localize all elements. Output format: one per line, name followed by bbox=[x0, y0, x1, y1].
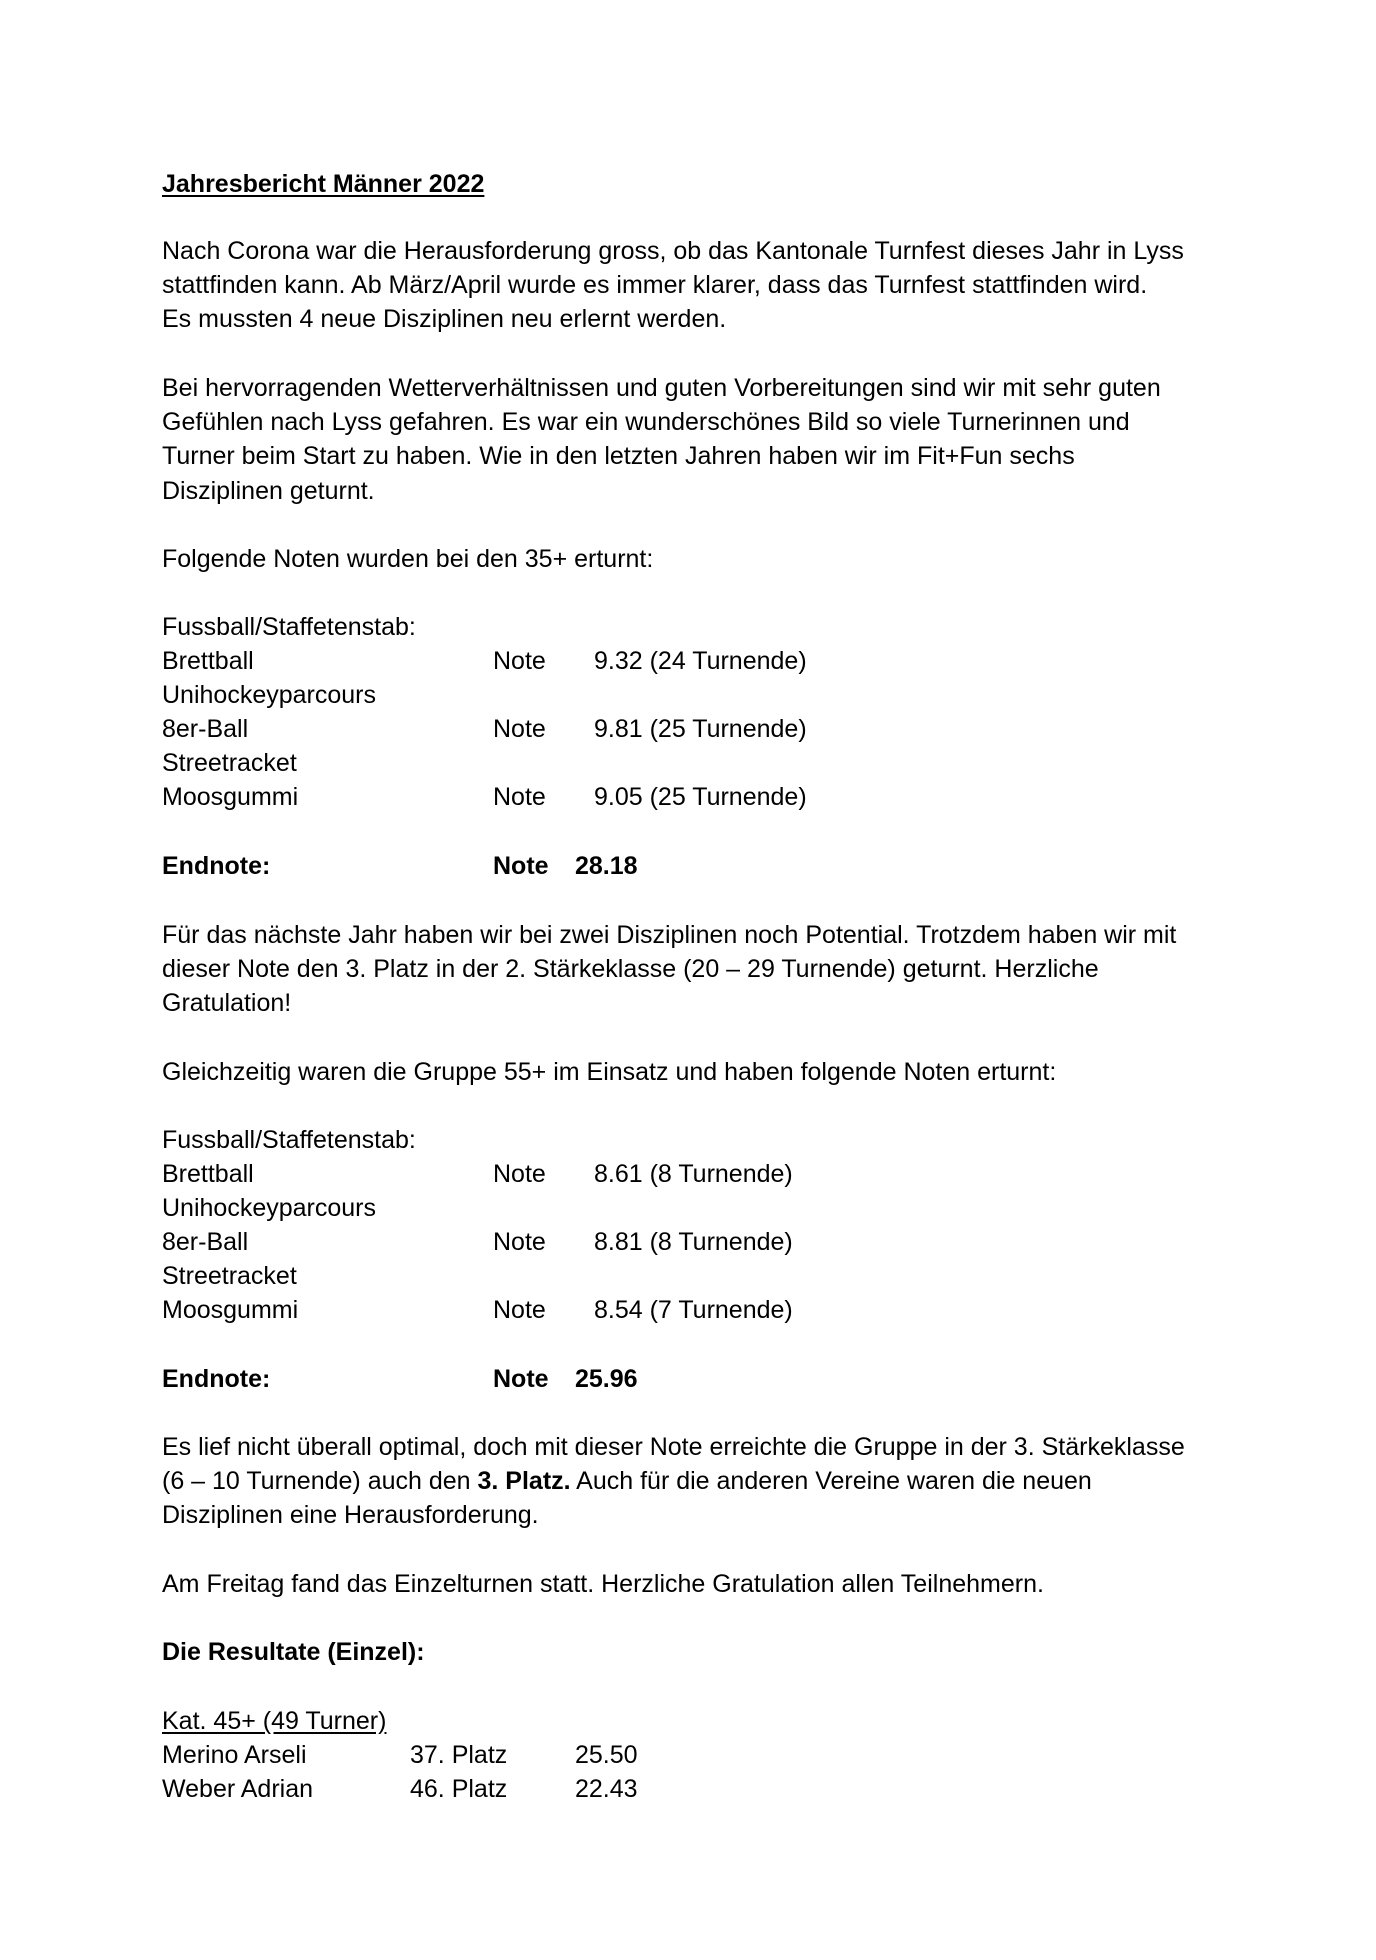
document-title: Jahresbericht Männer 2022 bbox=[162, 170, 485, 198]
athlete-place: 46. Platz bbox=[410, 1775, 508, 1803]
endnote-note-label: Note bbox=[493, 852, 549, 880]
note-label: Note bbox=[493, 1296, 546, 1324]
conditions-line-4: Disziplinen geturnt. bbox=[162, 477, 375, 505]
discipline-name: Fussball/Staffetenstab: bbox=[162, 613, 416, 641]
note-value: 8.54 (7 Turnende) bbox=[594, 1296, 793, 1324]
note-label: Note bbox=[493, 715, 546, 743]
group35-summary-line-2: dieser Note den 3. Platz in der 2. Stärkeklasse (20 – 29 Turnende) geturnt. Herzliche bbox=[162, 955, 1099, 983]
results-heading: Die Resultate (Einzel): bbox=[162, 1638, 425, 1666]
conditions-line-2: Gefühlen nach Lyss gefahren. Es war ein wunderschönes Bild so viele Turnerinnen und bbox=[162, 408, 1130, 436]
discipline-name: Streetracket bbox=[162, 1262, 297, 1290]
athlete-name: Weber Adrian bbox=[162, 1775, 314, 1803]
conditions-line-3: Turner beim Start zu haben. Wie in den letzten Jahren haben wir im Fit+Fun sechs bbox=[162, 442, 1075, 470]
discipline-name: Unihockeyparcours bbox=[162, 681, 376, 709]
intro-line-3: Es mussten 4 neue Disziplinen neu erlernt werden. bbox=[162, 305, 727, 333]
note-label: Note bbox=[493, 1228, 546, 1256]
discipline-name: 8er-Ball bbox=[162, 1228, 249, 1256]
athlete-score: 22.43 bbox=[575, 1775, 638, 1803]
note-value: 9.05 (25 Turnende) bbox=[594, 783, 807, 811]
discipline-name: Brettball bbox=[162, 1160, 254, 1188]
discipline-name: Fussball/Staffetenstab: bbox=[162, 1126, 416, 1154]
endnote-value: 28.18 bbox=[575, 852, 638, 880]
endnote-label: Endnote: bbox=[162, 852, 271, 880]
athlete-name: Merino Arseli bbox=[162, 1741, 307, 1769]
group55-intro: Gleichzeitig waren die Gruppe 55+ im Einsatz und haben folgende Noten erturnt: bbox=[162, 1058, 1057, 1086]
group35-summary-line-3: Gratulation! bbox=[162, 989, 292, 1017]
discipline-name: Brettball bbox=[162, 647, 254, 675]
discipline-name: Streetracket bbox=[162, 749, 297, 777]
athlete-score: 25.50 bbox=[575, 1741, 638, 1769]
group35-summary-line-1: Für das nächste Jahr haben wir bei zwei Disziplinen noch Potential. Trotzdem haben wir mit bbox=[162, 921, 1177, 949]
friday-text: Am Freitag fand das Einzelturnen statt. Herzliche Gratulation allen Teilnehmern. bbox=[162, 1570, 1044, 1598]
athlete-place: 37. Platz bbox=[410, 1741, 508, 1769]
group55-summary-line-2 bbox=[162, 1464, 1092, 1498]
group55-summary-line-1: Es lief nicht überall optimal, doch mit dieser Note erreichte die Gruppe in der 3. Stärkeklasse bbox=[162, 1433, 1185, 1461]
note-value: 9.81 (25 Turnende) bbox=[594, 715, 807, 743]
discipline-name: 8er-Ball bbox=[162, 715, 249, 743]
note-label: Note bbox=[493, 1160, 546, 1188]
note-value: 8.61 (8 Turnende) bbox=[594, 1160, 793, 1188]
discipline-name: Unihockeyparcours bbox=[162, 1194, 376, 1222]
note-label: Note bbox=[493, 783, 546, 811]
endnote-label: Endnote: bbox=[162, 1365, 271, 1393]
note-value: 8.81 (8 Turnende) bbox=[594, 1228, 793, 1256]
group55-summary-line-3: Disziplinen eine Herausforderung. bbox=[162, 1501, 539, 1529]
note-value: 9.32 (24 Turnende) bbox=[594, 647, 807, 675]
endnote-value: 25.96 bbox=[575, 1365, 638, 1393]
summary-text: Auch für die anderen Vereine waren die neuen bbox=[570, 1467, 1092, 1495]
endnote-note-label: Note bbox=[493, 1365, 549, 1393]
intro-line-2: stattfinden kann. Ab März/April wurde es immer klarer, dass das Turnfest stattfinden wird. bbox=[162, 271, 1148, 299]
discipline-name: Moosgummi bbox=[162, 1296, 299, 1324]
intro-line-1: Nach Corona war die Herausforderung gross, ob das Kantonale Turnfest dieses Jahr in Lyss bbox=[162, 237, 1184, 265]
note-label: Note bbox=[493, 647, 546, 675]
group35-intro: Folgende Noten wurden bei den 35+ erturnt: bbox=[162, 545, 654, 573]
discipline-name: Moosgummi bbox=[162, 783, 299, 811]
placement-highlight: 3. Platz. bbox=[477, 1467, 571, 1495]
summary-text: (6 – 10 Turnende) auch den bbox=[162, 1467, 478, 1495]
category-label: Kat. 45+ (49 Turner) bbox=[162, 1707, 387, 1735]
conditions-line-1: Bei hervorragenden Wetterverhältnissen und guten Vorbereitungen sind wir mit sehr guten bbox=[162, 374, 1161, 402]
